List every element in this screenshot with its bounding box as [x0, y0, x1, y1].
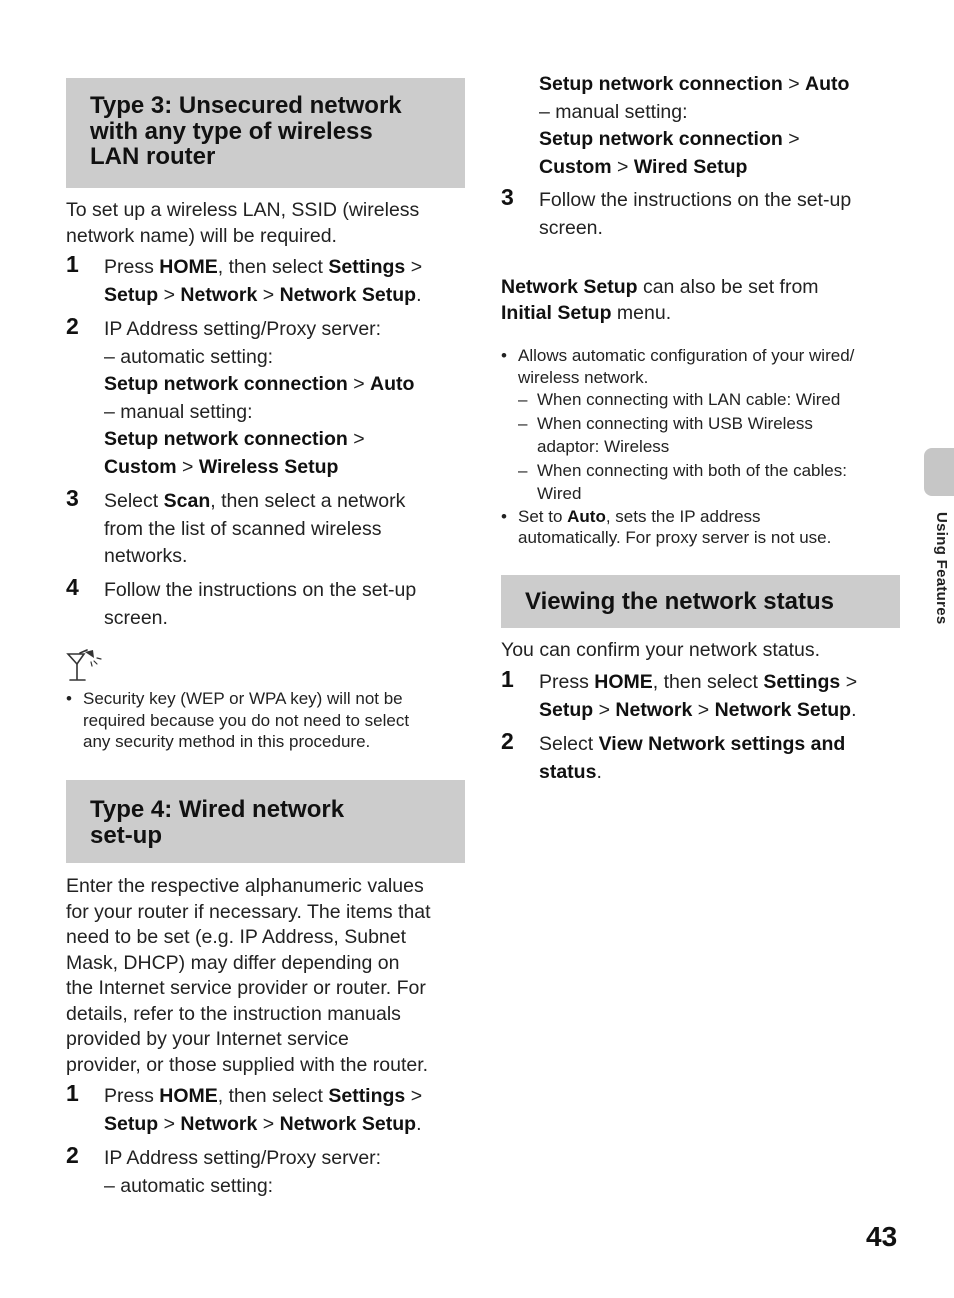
viewing-heading: Viewing the network status	[525, 588, 834, 615]
list-subitem: – When connecting with USB Wireless adaptor: Wireless	[501, 412, 901, 459]
list-item: • Security key (WEP or WPA key) will not be required because you do not need to select any security method in this procedure.	[66, 688, 466, 753]
type4-heading-box	[66, 780, 465, 863]
type3-tip-list	[66, 688, 466, 753]
network-setup-notes-list	[501, 345, 901, 549]
viewing-heading-box	[501, 575, 900, 628]
list-subitem: – When connecting with both of the cables: Wired	[501, 459, 901, 506]
list-item: • Allows automatic configuration of your wired/ wireless network.	[501, 345, 901, 388]
type4-intro: Enter the respective alphanumeric values for your router if necessary. The items that need to be set (e.g. IP Address, Subnet Mask, DHCP) may differ depending on the Internet service provider or router. For details, refer to the instruction manuals provided by your Internet service provider, or those supplied with the router.	[66, 875, 431, 1076]
page-number: 43	[866, 1221, 898, 1252]
type3-heading-box	[66, 78, 465, 188]
type3-heading: Type 3: Unsecured network with any type of wireless LAN router	[90, 92, 402, 170]
viewing-intro: You can confirm your network status.	[501, 639, 821, 661]
network-setup-note: Network Setup can also be set from Initial Setup menu.	[501, 276, 819, 324]
lamp-tip-icon	[66, 649, 104, 688]
list-item: • Set to Auto, sets the IP address automatically. For proxy server is not use.	[501, 506, 901, 549]
type4-heading: Type 4: Wired network set-up	[90, 796, 345, 849]
type3-intro: To set up a wireless LAN, SSID (wireless network name) will be required.	[66, 199, 420, 247]
side-tab-marker	[924, 448, 954, 496]
section-side-label: Using Features	[933, 512, 950, 625]
list-subitem: – When connecting with LAN cable: Wired	[501, 388, 901, 412]
